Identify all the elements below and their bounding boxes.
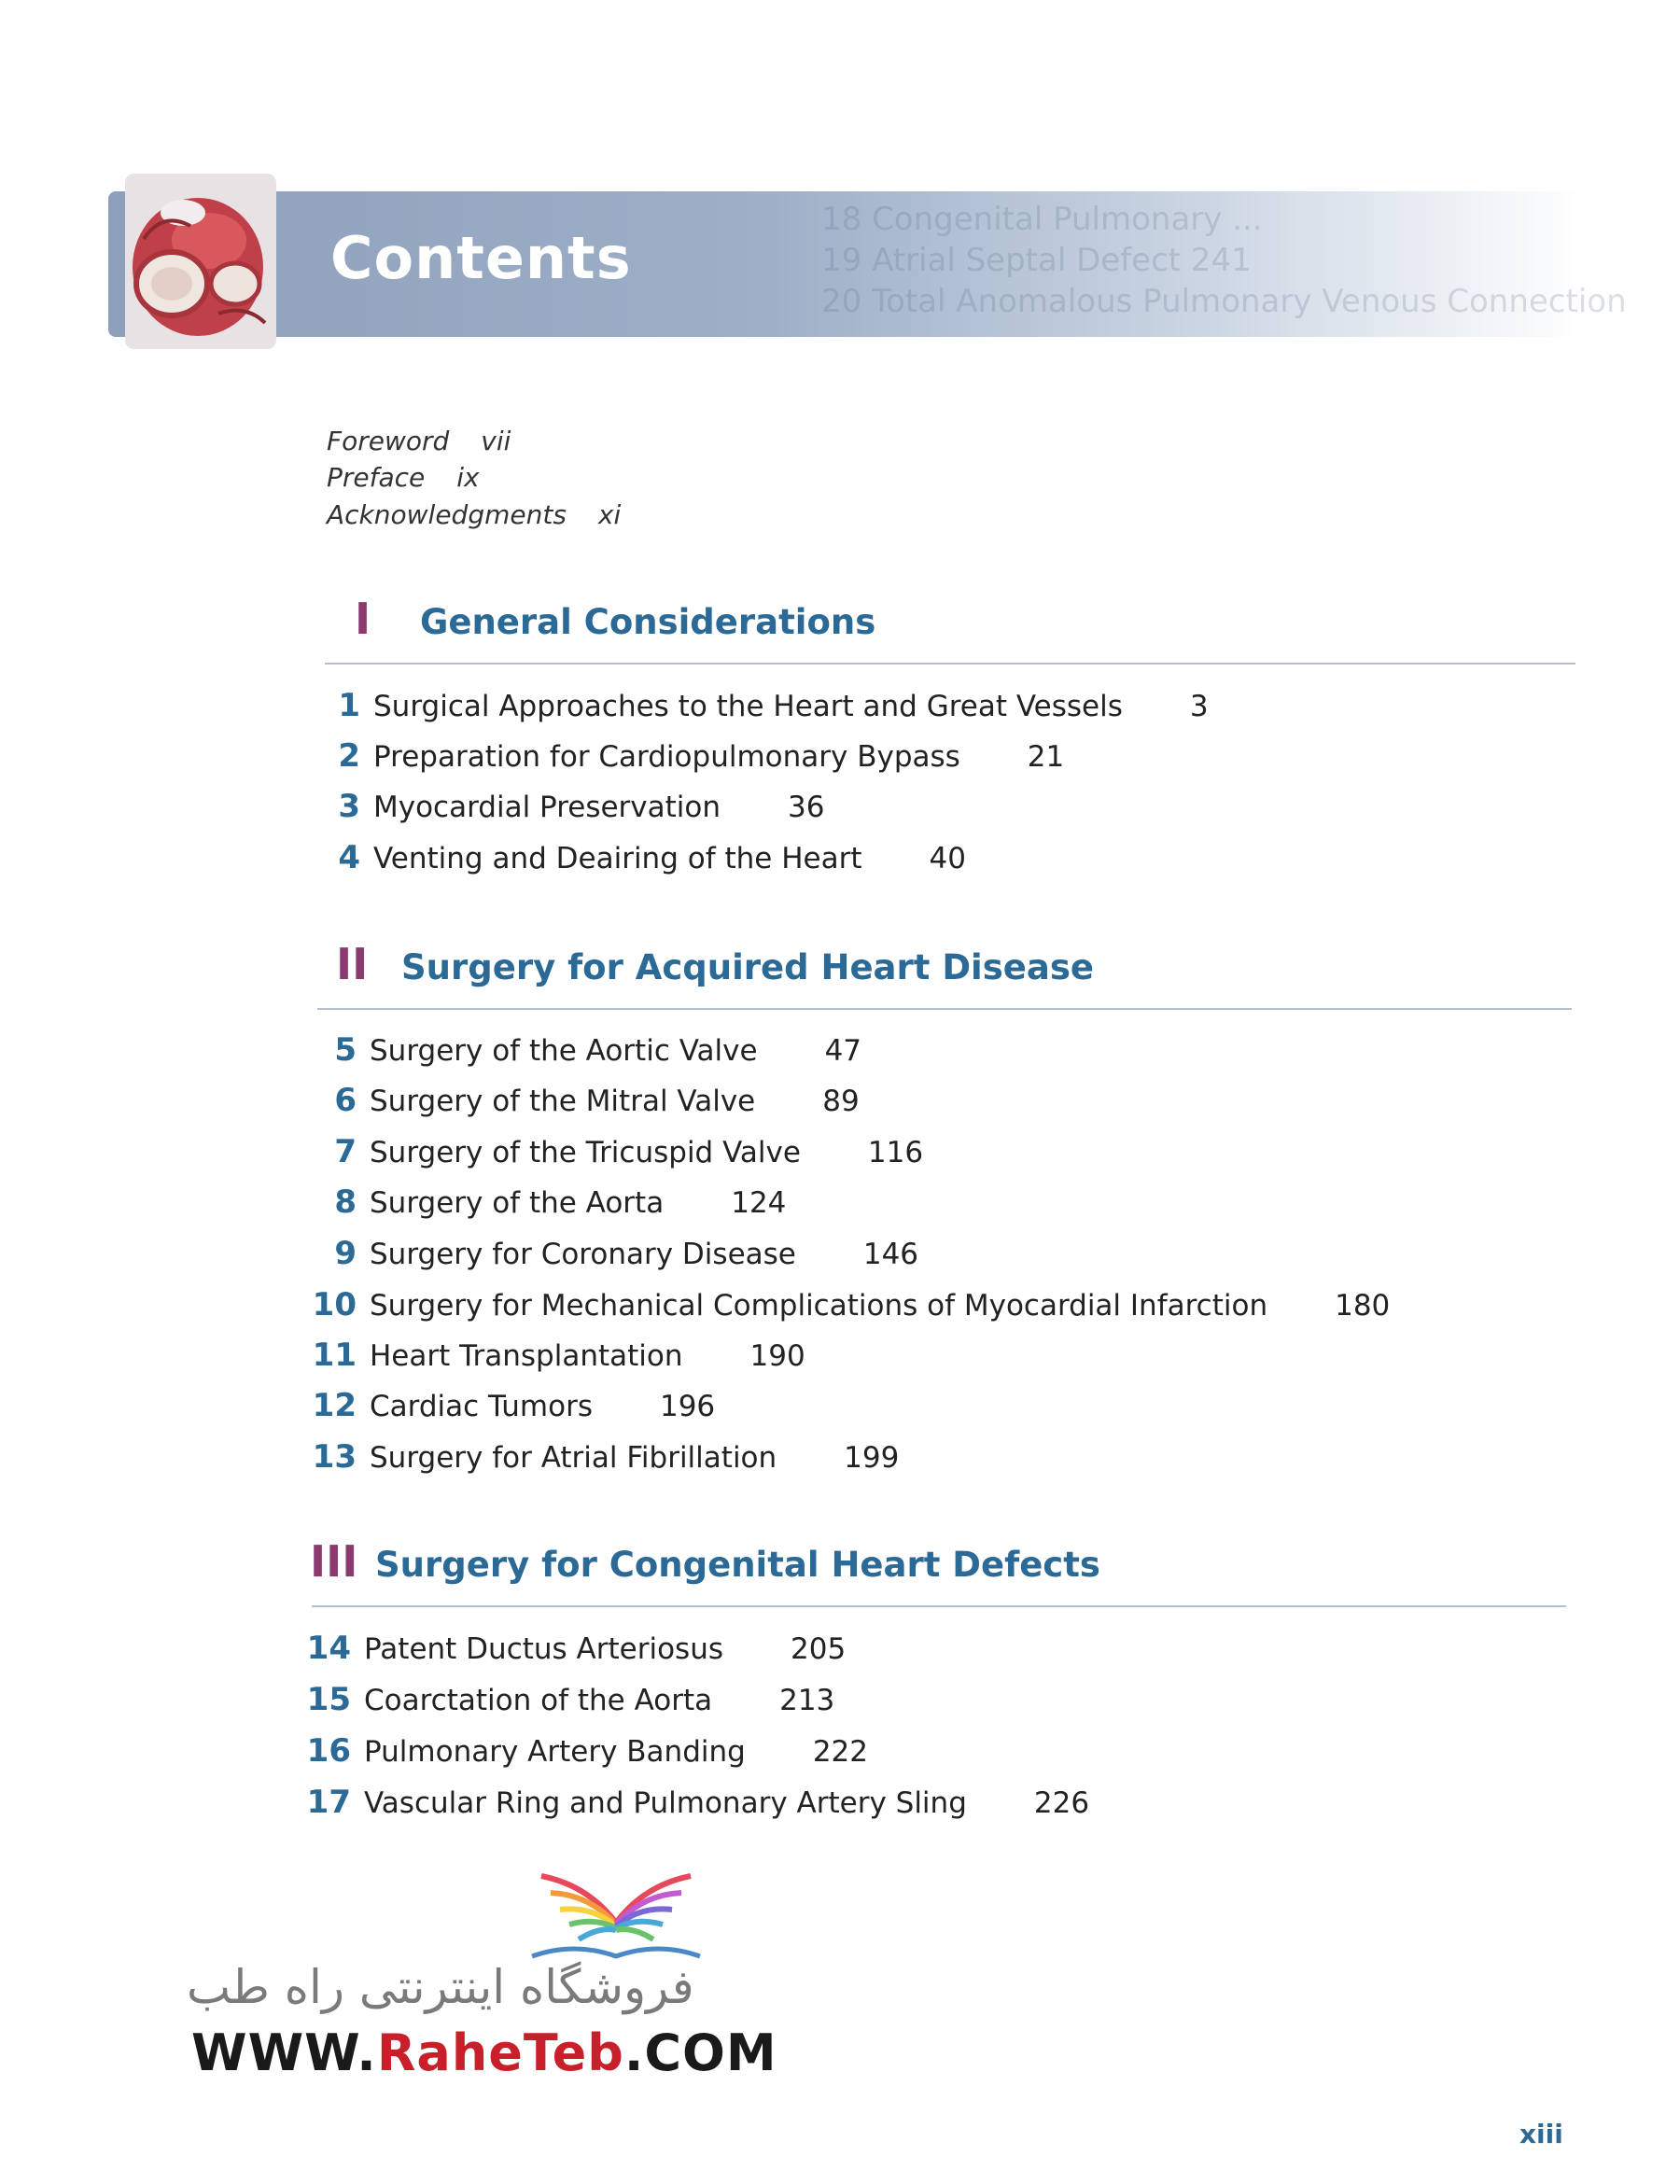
- chapter-entry: 15 Coarctation of the Aorta 213: [306, 1681, 835, 1718]
- part-heading: [336, 939, 1094, 989]
- part-numeral: III: [310, 1536, 358, 1587]
- part-heading: [310, 1536, 1100, 1587]
- part-title: Surgery for Acquired Heart Disease: [401, 947, 1094, 987]
- chapter-entry: 16 Pulmonary Artery Banding 222: [306, 1732, 868, 1770]
- heart-illustration: [125, 174, 276, 349]
- chapter-entry: 7 Surgery of the Tricuspid Valve 116: [334, 1133, 924, 1170]
- chapter-entry: 14 Patent Ductus Arteriosus 205: [306, 1630, 847, 1667]
- chapter-entry: 17 Vascular Ring and Pulmonary Artery Sling 226: [306, 1784, 1090, 1821]
- chapter-entry: 11 Heart Transplantation 190: [312, 1337, 805, 1374]
- chapter-entry: 3 Myocardial Preservation 36: [338, 788, 825, 825]
- chapter-entry: 2 Preparation for Cardiopulmonary Bypass 21: [338, 737, 1065, 775]
- chapter-entry: 13 Surgery for Atrial Fibrillation 199: [312, 1438, 900, 1476]
- watermark-url: WWW.RaheTeb.COM: [191, 2023, 777, 2082]
- part-divider: [317, 1008, 1572, 1010]
- page-number: xiii: [1519, 2119, 1563, 2149]
- page-title: Contents: [330, 224, 632, 292]
- show-through-text: 18 Congenital Pulmonary ... 19 Atrial Septal Defect 241 20 Total Anomalous Pulmonary Venous Connection: [821, 201, 1627, 320]
- front-matter-item: Acknowledgments xi: [327, 499, 622, 530]
- chapter-entry: 9 Surgery for Coronary Disease 146: [334, 1235, 919, 1272]
- chapter-entry: 8 Surgery of the Aorta 124: [334, 1183, 787, 1221]
- chapter-entry: 1 Surgical Approaches to the Heart and Great Vessels 3: [338, 687, 1209, 724]
- front-matter-item: Preface ix: [327, 462, 480, 493]
- part-numeral: II: [336, 939, 369, 989]
- part-numeral: I: [355, 594, 371, 644]
- chapter-entry: 6 Surgery of the Mitral Valve 89: [334, 1082, 860, 1119]
- part-divider: [312, 1605, 1566, 1607]
- open-book-rainbow-icon: [523, 1867, 709, 1969]
- chapter-entry: 4 Venting and Deairing of the Heart 40: [338, 839, 966, 876]
- chapter-entry: 5 Surgery of the Aortic Valve 47: [334, 1031, 862, 1069]
- part-title: General Considerations: [420, 602, 876, 642]
- part-divider: [325, 663, 1575, 665]
- watermark-farsi-text: فروشگاه اینترنتی راه طب: [187, 1960, 694, 2014]
- part-heading: [355, 594, 875, 644]
- chapter-entry: 12 Cardiac Tumors 196: [312, 1387, 716, 1424]
- chapter-entry: 10 Surgery for Mechanical Complications of Myocardial Infarction 180: [312, 1286, 1391, 1323]
- front-matter-item: Foreword vii: [327, 426, 511, 456]
- part-title: Surgery for Congenital Heart Defects: [375, 1545, 1100, 1585]
